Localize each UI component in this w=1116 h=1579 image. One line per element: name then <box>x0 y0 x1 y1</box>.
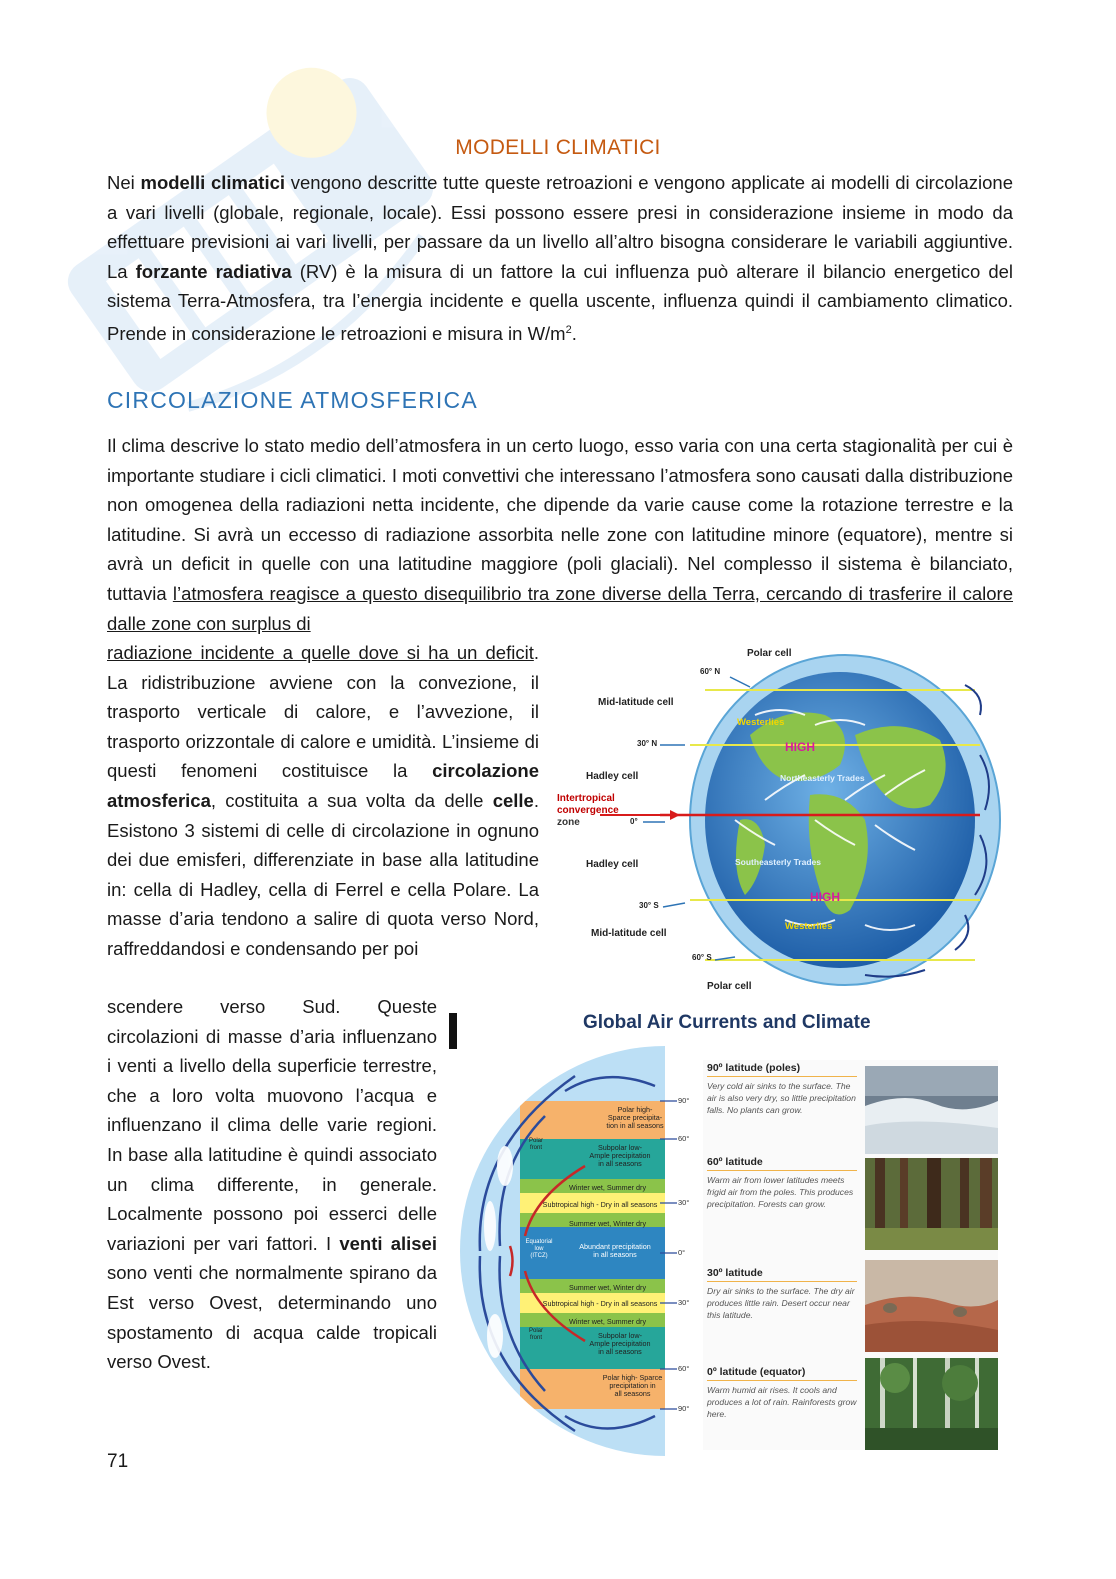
photo-desert <box>865 1260 998 1352</box>
band-label-text: Abundant precipitation in all seasons <box>579 1242 651 1259</box>
underlined-text: l’atmosfera reagisce a questo disequilibrio tra zone diverse della Terra, cercando di trasferire il calore dalle zone con surplus di <box>107 582 1013 634</box>
degree-label: 30° <box>678 1298 690 1307</box>
band-label-text: Subtropical high - Dry in all seasons <box>542 1299 658 1308</box>
text-run: scendere verso Sud. Queste circolazioni di masse d’aria influenzano i venti a livello della superficie terrestre, che a loro volta muovono l’acqua e influenzano il clima delle varie regioni. In base alla latitudine è quindi associato un clima differente, in generale. Localmente possono poi esserci delle variazioni per vari fattori. I <box>107 996 437 1254</box>
band-label-text: Polar high- Sparce precipita- tion in all seasons <box>606 1105 664 1130</box>
info-block-30 <box>707 1267 857 1322</box>
label-hadley-cell-bottom: Hadley cell <box>586 859 639 870</box>
label-itcz-line: zone <box>557 817 580 828</box>
bold-term-forzante-radiativa: forzante radiativa <box>135 260 292 282</box>
section-title-modelli-climatici: MODELLI CLIMATICI <box>455 136 661 159</box>
label-mid-latitude-cell-bottom: Mid-latitude cell <box>591 928 667 939</box>
band-label <box>555 1243 675 1259</box>
band-label <box>535 1284 680 1292</box>
label-polar-cell-top: Polar cell <box>747 648 792 659</box>
label-westerlies-top: Westerlies <box>737 717 785 728</box>
global-air-currents-figure <box>455 1010 1005 1450</box>
band-label-text: Winter wet, Summer dry <box>568 1183 647 1192</box>
info-text: Warm humid air rises. It cools and produces a lot of rain. Rainforests grow here. <box>707 1385 857 1420</box>
degree-label: 60° <box>678 1364 690 1373</box>
degree-label: 90° <box>678 1404 690 1413</box>
label-equatorial-low <box>523 1239 555 1260</box>
paragraph-venti-alisei <box>107 992 437 1377</box>
label-westerlies-bottom: Westerlies <box>785 921 833 932</box>
band-label <box>525 1300 675 1308</box>
label-polar-cell-bottom: Polar cell <box>707 981 752 992</box>
band-label <box>535 1220 680 1228</box>
info-text: Very cold air sinks to the surface. The air is also very dry, so little precipitation falls. No plants can grow. <box>707 1081 856 1116</box>
text-run: Il clima descrive lo stato medio dell’atmosfera in un certo luogo, esso varia con una certa stagionalità per cui è importante studiare i cicli climatici. I moti convettivi che interessano l’atmosfera sono causati dalla distribuzione non omogenea della radiazioni netta incidente, che dipende da varie cause come la rotazione terrestre e la latitudine. Si avrà un eccesso di radiazione assorbita nelle zone con latitudine minore (equatore), mentre si avrà un deficit in quelle con una latitudine maggiore (poli glaciali). Nel complesso il sistema è bilanciato, tuttavia <box>107 435 1013 604</box>
bold-term-modelli-climatici: modelli climatici <box>140 172 286 193</box>
label-polar-front-top <box>523 1138 549 1152</box>
label-itcz-line: Intertropical <box>557 793 615 804</box>
text-run: vengono descritte tutte queste retroazioni e vengono applicate ai modelli di circolazione a vari livelli (globale, regionale, locale). Essi possono essere presi in considerazione insieme in modo da effettuare previsioni ai vari livelli, per passare da un livello all’altro bisogna considerare le variabili aggiuntive. La <box>107 172 1014 282</box>
label-lat-60n: 60° N <box>700 667 721 676</box>
label-mid-latitude-cell-top: Mid-latitude cell <box>598 697 674 708</box>
photo-polar-landscape <box>865 1066 998 1154</box>
degree-label: 90° <box>678 1096 690 1105</box>
paragraph-circolazione-celle <box>107 638 539 964</box>
text-run: . <box>571 323 577 345</box>
bold-term-circolazione-atmosferica: circolazione atmosferica <box>107 760 539 811</box>
text-run: . Esistono 3 sistemi di celle di circolazione in ognuno dei due emisferi, differenziate in base alla latitudine in: cella di Hadley, cella di Ferrel e cella Polare. La masse d’aria tendono a salire di quota verso Nord, raffreddandosi e condensando per poi <box>107 789 539 959</box>
band-label-text: Polar high- Sparce precipitation in all seasons <box>602 1373 663 1398</box>
info-heading: 30º latitude <box>707 1267 857 1282</box>
band-label-text: Summer wet, Winter dry <box>568 1219 647 1228</box>
text-run: (RV) è la misura di un fattore la cui influenza può alterare il bilancio energetico del sistema Terra-Atmosfera, tra l’energia incidente e quella uscente, influenza quindi il cambiamento climatico. Prende in considerazione le retroazioni e misura in W/m <box>107 260 1014 345</box>
band-label <box>525 1201 675 1209</box>
label-itcz <box>557 793 619 829</box>
atmospheric-circulation-globe-figure <box>555 645 1005 995</box>
label-northeasterly-trades: Northeasterly Trades <box>780 773 865 783</box>
band-label <box>590 1106 680 1130</box>
section-heading-circolazione: CIRCOLAZIONE ATMOSFERICA <box>107 387 478 413</box>
band-label <box>570 1144 670 1168</box>
band-label <box>535 1318 680 1326</box>
info-heading: 90º latitude (poles) <box>707 1062 857 1077</box>
info-block-poles <box>707 1062 857 1117</box>
text-run: , costituita a sua volta da delle <box>210 789 493 811</box>
label-high-bottom: HIGH <box>810 890 840 904</box>
paragraph-circolazione-intro <box>107 431 1013 638</box>
text-run: Nei <box>107 172 141 193</box>
info-heading: 60º latitude <box>707 1156 857 1171</box>
underlined-text: radiazione incidente a quelle dove si ha un deficit <box>107 642 534 663</box>
degree-label: 0° <box>678 1248 686 1257</box>
label-polar-front-bottom <box>523 1328 549 1342</box>
info-text: Warm air from lower latitudes meets frigid air from the poles. This produces precipitation. Forests can grow. <box>707 1175 854 1210</box>
label-southeasterly-trades: Southeasterly Trades <box>735 857 821 867</box>
label-itcz-line: convergence <box>557 805 619 816</box>
text-run: sono venti che normalmente spirano da Est verso Ovest, determinando uno spostamento di acqua calde tropicali verso Ovest. <box>107 1262 437 1373</box>
small-label-text: Equatorial low (ITCZ) <box>525 1239 553 1259</box>
page-number: 71 <box>107 1451 129 1472</box>
info-heading: 0º latitude (equator) <box>707 1366 857 1381</box>
label-high-top: HIGH <box>785 740 815 754</box>
label-lat-60s: 60° S <box>692 953 712 962</box>
photo-rainforest <box>865 1358 998 1450</box>
bold-term-celle: celle <box>492 789 534 811</box>
label-lat-0: 0° <box>630 817 638 826</box>
label-lat-30s: 30° S <box>639 901 659 910</box>
info-block-equator <box>707 1366 857 1421</box>
label-lat-30n: 30° N <box>637 739 658 748</box>
band-label <box>585 1374 680 1398</box>
band-label-text: Subtropical high - Dry in all seasons <box>542 1200 658 1209</box>
band-label <box>570 1332 670 1356</box>
superscript: 2 <box>565 323 572 336</box>
info-text: Dry air sinks to the surface. The dry air produces little rain. Desert occur near this latitude. <box>707 1286 855 1321</box>
latitude-info-column <box>703 1060 998 1450</box>
small-label-text: Polar front <box>528 1328 543 1341</box>
label-hadley-cell-top: Hadley cell <box>586 771 639 782</box>
degree-label: 60° <box>678 1134 690 1143</box>
degree-label: 30° <box>678 1198 690 1207</box>
info-block-60 <box>707 1156 857 1211</box>
band-label-text: Subpolar low- Ample precipitation in all seasons <box>589 1331 651 1356</box>
bold-term-venti-alisei: venti alisei <box>339 1232 437 1254</box>
small-label-text: Polar front <box>528 1138 543 1151</box>
band-label-text: Summer wet, Winter dry <box>568 1283 647 1292</box>
paragraph-modelli-climatici <box>107 168 1013 349</box>
figure-title-air-currents: Global Air Currents and Climate <box>583 1012 871 1033</box>
photo-forest <box>865 1158 998 1250</box>
text-run: . La ridistribuzione avviene con la convezione, il trasporto verticale di calore, e l’avvezione, il trasporto orizzontale di calore e umidità. L’insieme di questi fenomeni costituisce la <box>107 642 539 782</box>
band-label-text: Subpolar low- Ample precipitation in all seasons <box>589 1143 651 1168</box>
band-label-text: Winter wet, Summer dry <box>568 1317 647 1326</box>
band-label <box>535 1184 680 1192</box>
